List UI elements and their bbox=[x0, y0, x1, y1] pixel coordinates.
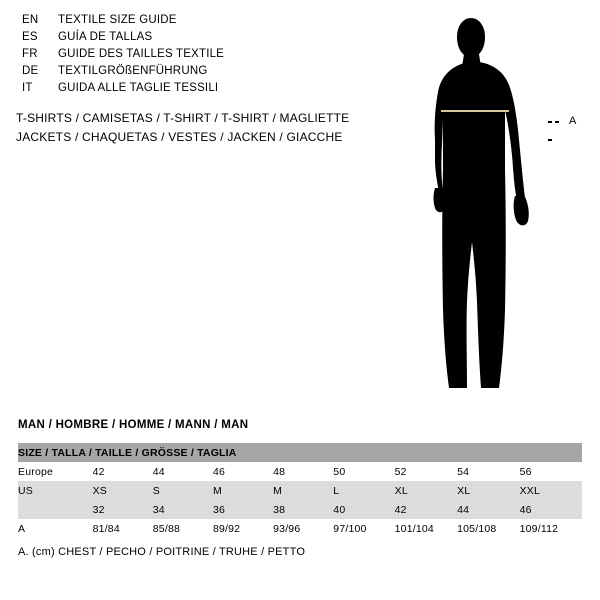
table-title: MAN / HOMBRE / HOMME / MANN / MAN bbox=[18, 419, 249, 431]
table-row bbox=[18, 462, 582, 481]
category-list bbox=[16, 109, 396, 147]
language-row bbox=[22, 65, 372, 82]
table-row bbox=[18, 519, 582, 538]
cell-value: 56 bbox=[519, 465, 532, 478]
language-code: IT bbox=[22, 82, 33, 94]
cell-value: XL bbox=[457, 484, 471, 497]
cell-value: 46 bbox=[212, 465, 226, 478]
cell-value: XXL bbox=[519, 484, 541, 497]
cell-value: L bbox=[333, 484, 340, 497]
cell-value: 32 bbox=[92, 503, 105, 516]
row-label: A bbox=[18, 522, 26, 535]
cell-value: 50 bbox=[333, 465, 346, 478]
cell-value: 44 bbox=[457, 503, 470, 516]
category-tshirts: T-SHIRTS / CAMISETAS / T-SHIRT / T-SHIRT / MAGLIETTE bbox=[16, 111, 350, 125]
cell-value: 36 bbox=[212, 503, 226, 516]
row-label bbox=[18, 500, 93, 519]
language-code: ES bbox=[22, 31, 38, 43]
cell-value: 34 bbox=[152, 503, 165, 516]
language-text: GUÍA DE TALLAS bbox=[58, 31, 153, 43]
silhouette-svg bbox=[405, 10, 595, 400]
table-row bbox=[18, 481, 582, 500]
cell-value: 109/112 bbox=[519, 522, 559, 535]
cell-value: 46 bbox=[519, 503, 532, 516]
measure-label-a: A bbox=[569, 115, 577, 127]
cell-value: 48 bbox=[273, 465, 286, 478]
language-row bbox=[22, 82, 372, 99]
cell-value: 42 bbox=[394, 503, 407, 516]
cell-value: 101/104 bbox=[394, 522, 434, 535]
language-text: TEXTILE SIZE GUIDE bbox=[58, 14, 177, 26]
language-list bbox=[22, 14, 372, 99]
cell-value: 89/92 bbox=[212, 522, 241, 535]
language-code: EN bbox=[22, 14, 39, 26]
language-code: DE bbox=[22, 65, 39, 77]
footnote: A. (cm) CHEST / PECHO / POITRINE / TRUHE / PETTO bbox=[18, 546, 306, 558]
cell-value: XS bbox=[92, 484, 108, 497]
row-label: US bbox=[18, 484, 33, 497]
male-silhouette-figure bbox=[405, 10, 595, 400]
category-jackets: JACKETS / CHAQUETAS / VESTES / JACKEN / GIACCHE bbox=[16, 130, 343, 144]
cell-value: XL bbox=[394, 484, 408, 497]
row-label: Europe bbox=[18, 465, 54, 478]
cell-value: 52 bbox=[394, 465, 407, 478]
cell-value: M bbox=[212, 484, 222, 497]
language-text: GUIDA ALLE TAGLIE TESSILI bbox=[58, 82, 219, 94]
cell-value: 38 bbox=[273, 503, 286, 516]
table-header-row bbox=[18, 443, 582, 462]
table-row bbox=[18, 500, 582, 519]
language-code: FR bbox=[22, 48, 38, 60]
table-header-label: SIZE / TALLA / TAILLE / GRÖSSE / TAGLIA bbox=[18, 446, 237, 459]
cell-value: M bbox=[273, 484, 283, 497]
cell-value: S bbox=[152, 484, 160, 497]
language-row bbox=[22, 48, 372, 65]
cell-value: 93/96 bbox=[273, 522, 301, 535]
language-row bbox=[22, 14, 372, 31]
language-text: TEXTILGRÖßENFÜHRUNG bbox=[58, 65, 208, 77]
language-text: GUIDE DES TAILLES TEXTILE bbox=[58, 48, 225, 60]
cell-value: 85/88 bbox=[152, 522, 181, 535]
cell-value: 54 bbox=[457, 465, 470, 478]
cell-value: 105/108 bbox=[457, 522, 497, 535]
measure-leader-icon bbox=[548, 121, 568, 123]
cell-value: 81/84 bbox=[92, 522, 120, 535]
language-row bbox=[22, 31, 372, 48]
cell-value: 42 bbox=[92, 465, 105, 478]
cell-value: 44 bbox=[152, 465, 165, 478]
cell-value: 40 bbox=[333, 503, 346, 516]
cell-value: 97/100 bbox=[333, 522, 367, 535]
size-table bbox=[18, 443, 582, 538]
